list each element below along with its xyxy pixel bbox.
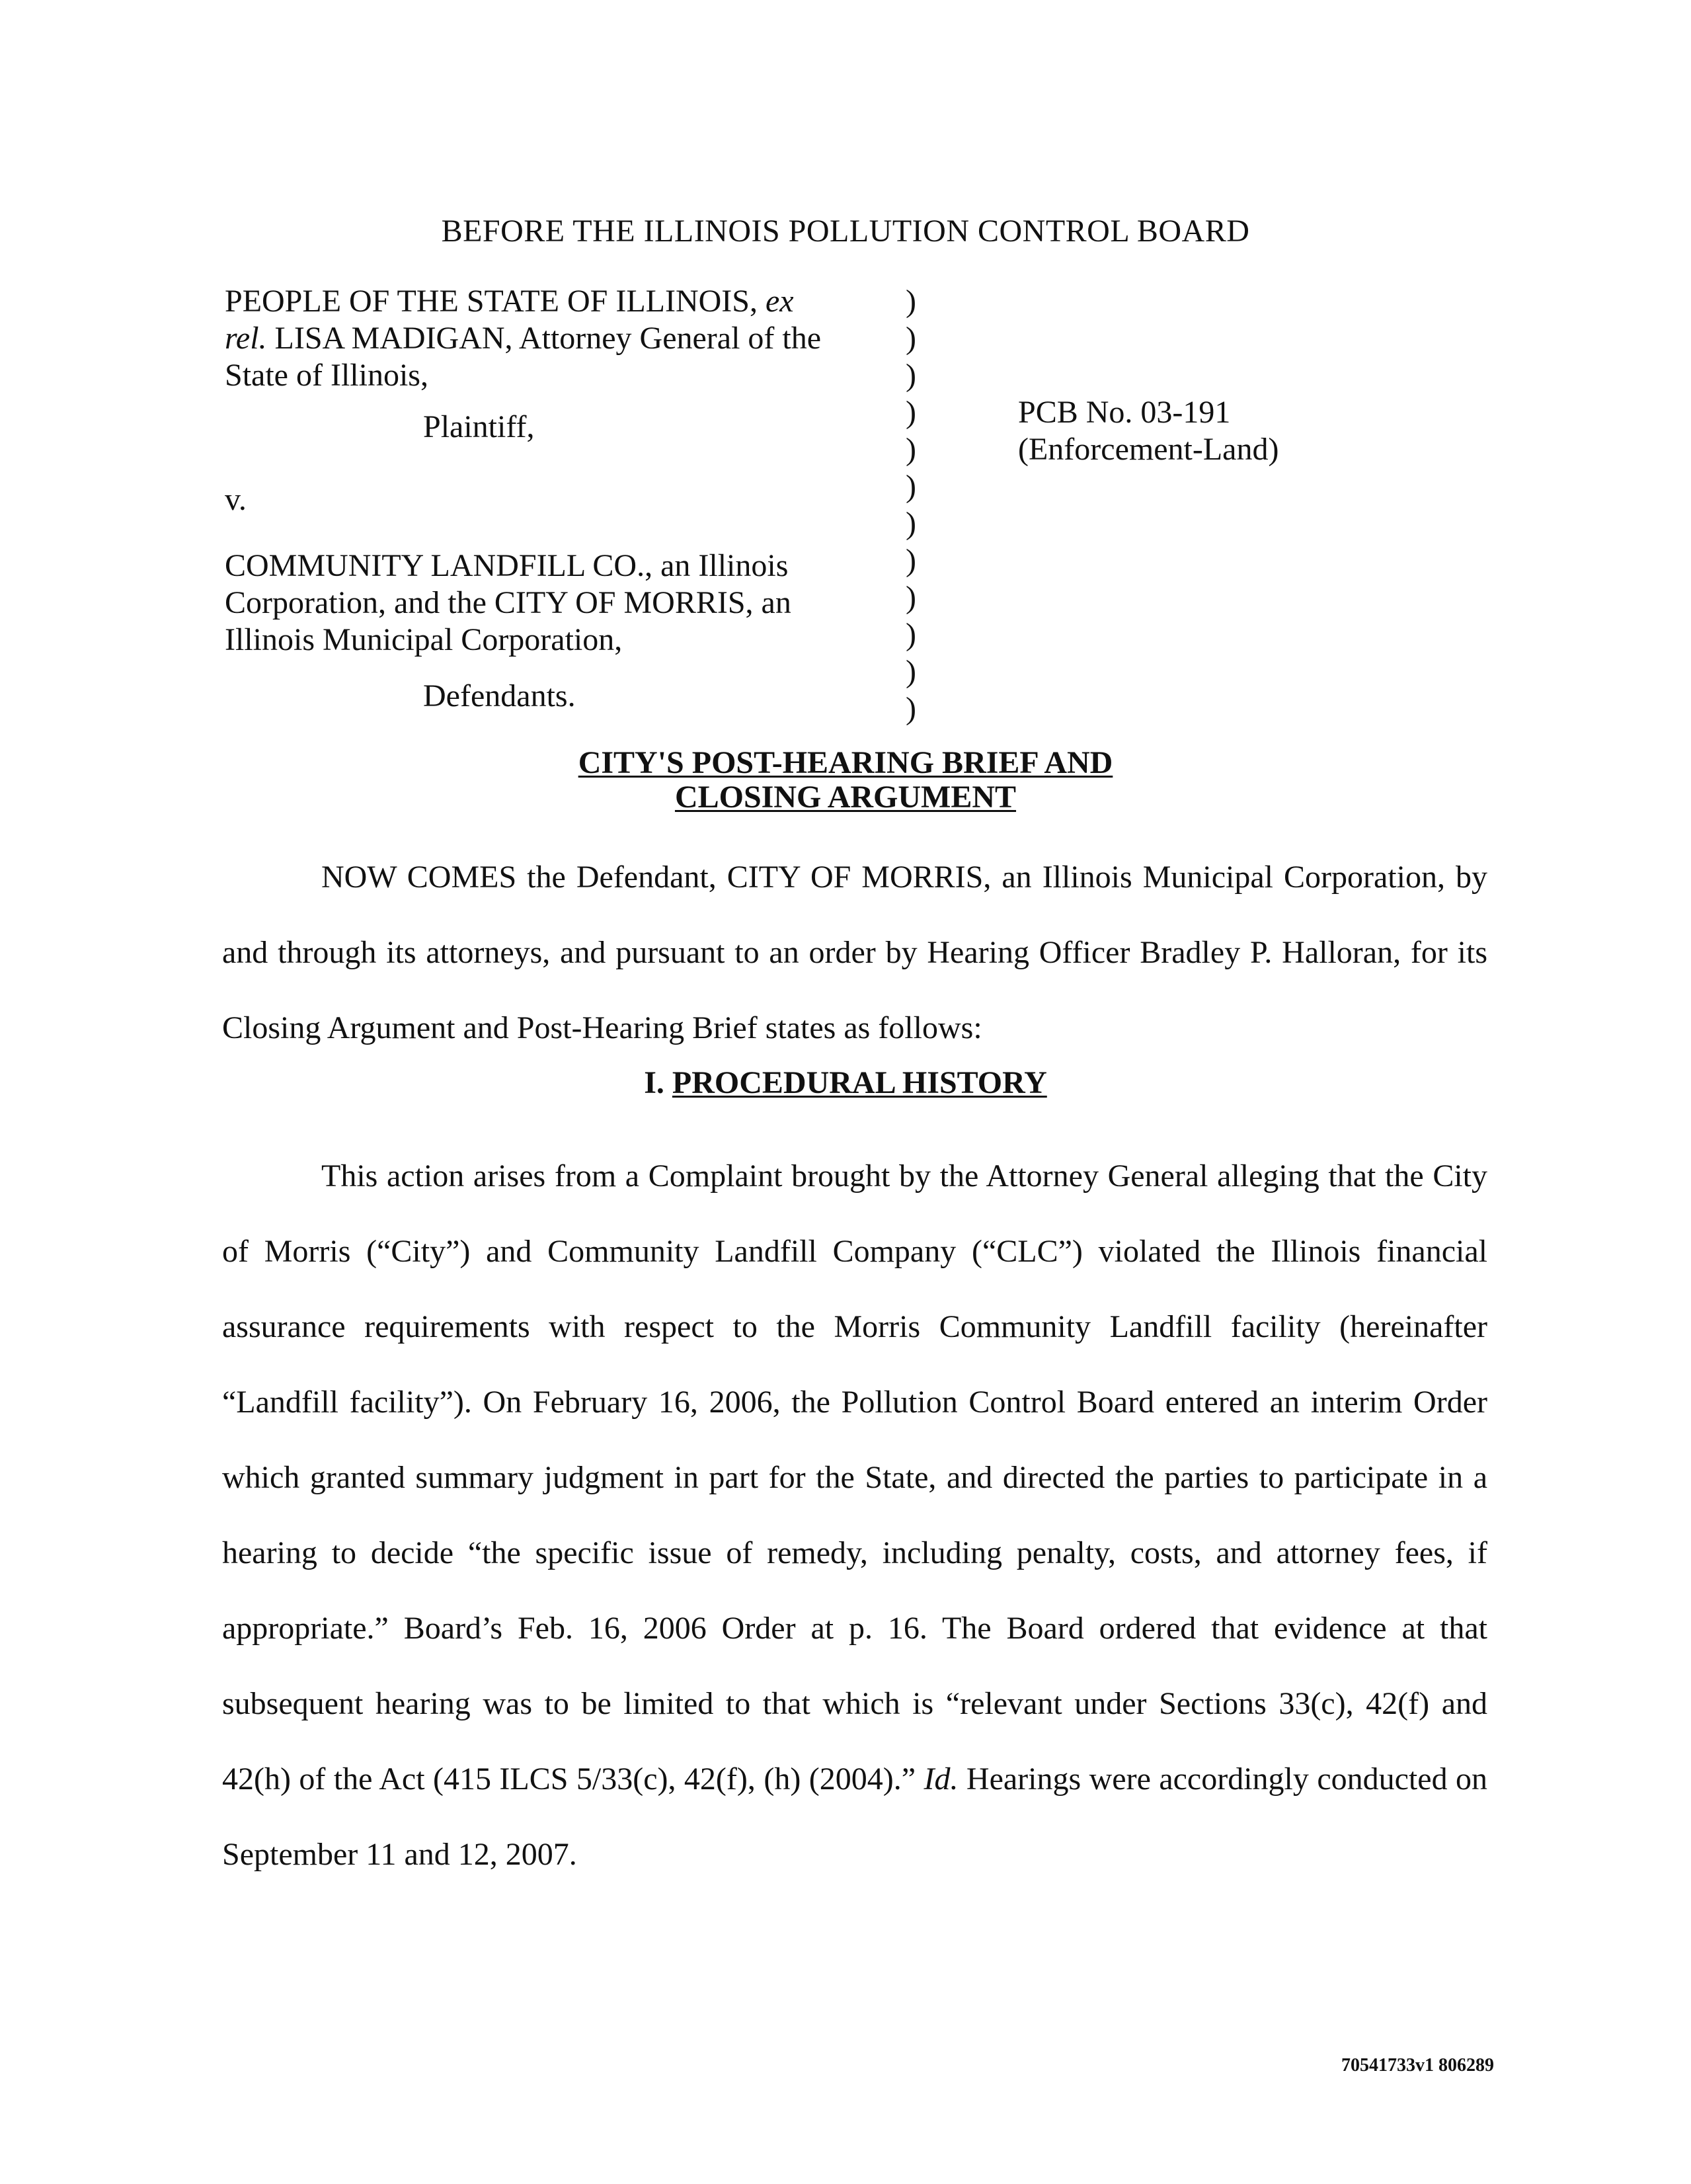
section-heading-procedural-history (0, 1065, 1691, 1101)
defendant-block (225, 547, 886, 659)
defendant-line-2: Corporation, and the CITY OF MORRIS, an (225, 585, 791, 620)
case-number: PCB No. 03-191 (1018, 395, 1231, 430)
plaintiff-line-1: PEOPLE OF THE STATE OF ILLINOIS, ex (225, 284, 794, 319)
paren: ) (906, 321, 916, 356)
versus-label: v. (225, 482, 247, 517)
paren: ) (906, 691, 916, 726)
paren: ) (906, 395, 916, 430)
paren: ) (906, 543, 916, 578)
paren: ) (906, 469, 916, 504)
brief-title-line-2: CLOSING ARGUMENT (674, 780, 1017, 815)
brief-title-line-1: CITY'S POST-HEARING BRIEF AND (578, 745, 1113, 780)
case-number-block (1018, 394, 1278, 468)
section-number: I. (644, 1065, 664, 1100)
procedural-history-paragraph (222, 1139, 1487, 1892)
plaintiff-role: Plaintiff, (423, 409, 535, 444)
defendant-line-3: Illinois Municipal Corporation, (225, 622, 623, 657)
section-title: PROCEDURAL HISTORY (672, 1065, 1047, 1100)
history-text-part-1: This action arises from a Complaint brought by the Attorney General alleging that the City of Morris (“City”) and Community Landfill Company (“CLC”) violated the Illinois financial assurance requirements with respect to the Morris Community Landfill facility (hereinafter “Landfill facility”). On February 16, 2006, the Pollution Control Board entered an interim Order which granted summary judgment in part for the State, and directed the parties to participate in a hearing to decide “the specific issue of remedy, including penalty, costs, and attorney fees, if appropriate.” Board’s Feb. 16, 2006 Order at p. 16. The Board ordered that evidence at that subsequent hearing was to be limited to that which is “relevant under Sections 33(c), 42(f) and 42(h) of the Act (415 ILCS 5/33(c), 42(f), (h) (2004).” (222, 1158, 1487, 1797)
paren: ) (906, 432, 916, 467)
caption-parentheses (906, 283, 925, 727)
defendant-line-1: COMMUNITY LANDFILL CO., an Illinois (225, 548, 789, 583)
plaintiff-line-2: rel. LISA MADIGAN, Attorney General of the (225, 321, 822, 356)
defendant-role: Defendants. (423, 678, 576, 713)
paren: ) (906, 506, 916, 541)
paren: ) (906, 284, 916, 319)
paren: ) (906, 617, 916, 652)
history-citation-id: Id. (924, 1761, 959, 1797)
paren: ) (906, 580, 916, 615)
brief-title (0, 746, 1691, 815)
case-type: (Enforcement-Land) (1018, 432, 1279, 467)
plaintiff-block (225, 283, 886, 394)
court-title: BEFORE THE ILLINOIS POLLUTION CONTROL BOARD (441, 214, 1250, 249)
history-text-part-2: Hearings were accordingly conducted on September 11 and 12, 2007. (222, 1761, 1488, 1872)
paren: ) (906, 358, 916, 393)
document-id-footer: 70541733v1 806289 (1341, 2055, 1494, 2076)
intro-paragraph: NOW COMES the Defendant, CITY OF MORRIS, an Illinois Municipal Corporation, by and through its attorneys, and pursuant to an order by Hearing Officer Bradley P. Halloran, for its Closing Argument and Post-Hearing Brief states as follows: (222, 860, 1487, 1045)
plaintiff-line-3: State of Illinois, (225, 358, 428, 393)
paren: ) (906, 654, 916, 689)
